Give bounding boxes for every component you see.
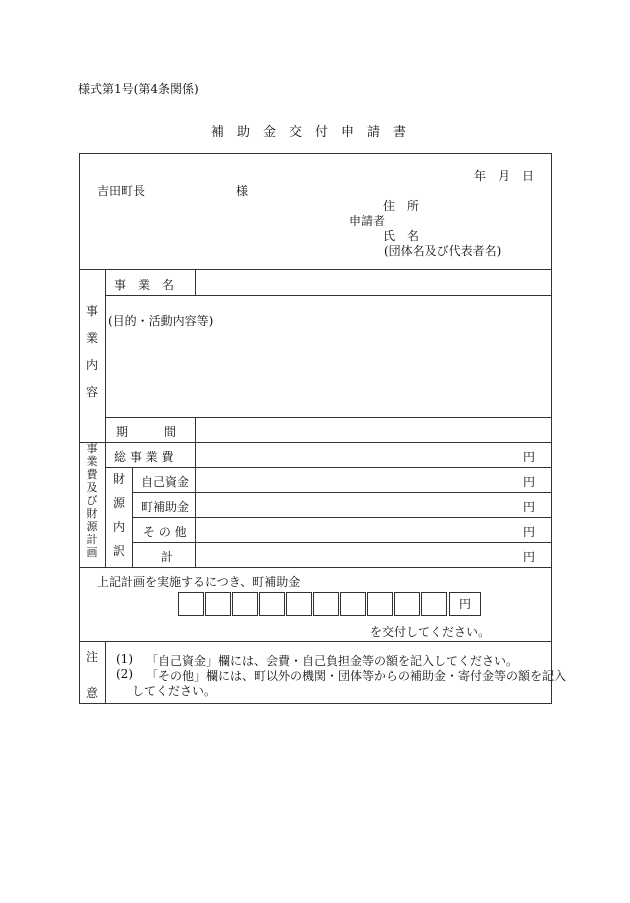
- note-2-text-continued: してください。: [132, 684, 217, 698]
- project-section-label: 事 業 内 容: [85, 304, 98, 399]
- note-2-text: 「その他」欄には、町以外の機関・団体等からの補助金・寄付金等の額を記入: [146, 669, 567, 683]
- project-name-label: 事 業 名: [114, 278, 175, 292]
- amount-yen-box: 円: [449, 592, 481, 616]
- amount-digit-box[interactable]: [286, 592, 312, 616]
- divider: [79, 567, 552, 568]
- amount-digit-box[interactable]: [205, 592, 231, 616]
- request-statement: 上記計画を実施するにつき、町補助金: [97, 575, 301, 589]
- form-number: 様式第1号(第4条関係): [78, 82, 199, 96]
- divider: [105, 467, 552, 468]
- yen-unit: 円: [523, 550, 536, 564]
- name-label: 氏 名: [383, 229, 420, 243]
- applicant-label: 申請者: [349, 214, 386, 228]
- divider: [105, 295, 552, 296]
- subtotal-label: 計: [161, 550, 174, 564]
- town-subsidy-label: 町補助金: [141, 500, 190, 514]
- note-1-number: (1): [116, 652, 133, 666]
- divider: [195, 417, 196, 567]
- amount-digit-box[interactable]: [259, 592, 285, 616]
- divider: [132, 467, 133, 567]
- divider: [79, 269, 552, 270]
- notes-label: 注 意: [85, 650, 98, 700]
- divider: [195, 269, 196, 295]
- yen-unit: 円: [523, 525, 536, 539]
- divider: [79, 442, 552, 443]
- yen-unit: 円: [523, 450, 536, 464]
- amount-digit-box[interactable]: [178, 592, 204, 616]
- amount-digit-box[interactable]: [394, 592, 420, 616]
- yen-unit: 円: [523, 475, 536, 489]
- divider: [105, 269, 106, 567]
- note-2-number: (2): [116, 667, 133, 681]
- honorific: 様: [236, 184, 249, 198]
- divider: [105, 417, 552, 418]
- budget-section-label: 事 業 費 及 び 財 源 計 画: [86, 442, 98, 559]
- recipient: 吉田町長: [97, 184, 146, 198]
- total-cost-label: 総 事 業 費: [114, 450, 174, 464]
- divider: [105, 641, 106, 704]
- amount-digit-box[interactable]: [232, 592, 258, 616]
- own-funds-label: 自己資金: [141, 475, 190, 489]
- amount-digit-box[interactable]: [313, 592, 339, 616]
- period-label: 期 間: [116, 425, 177, 439]
- yen-unit: 円: [523, 500, 536, 514]
- amount-digit-box[interactable]: [340, 592, 366, 616]
- note-1-text: 「自己資金」欄には、会費・自己負担金等の額を記入してください。: [146, 654, 519, 668]
- address-label: 住 所: [383, 199, 420, 213]
- organization-note: (団体名及び代表者名): [384, 244, 502, 258]
- funding-source-label: 財 源 内 訳: [112, 472, 125, 558]
- amount-digit-box[interactable]: [421, 592, 447, 616]
- amount-digit-box[interactable]: [367, 592, 393, 616]
- date-label: 年 月 日: [474, 169, 535, 183]
- other-funds-label: そ の 他: [143, 525, 187, 539]
- page-title: 補助金交付申請書: [210, 125, 419, 140]
- divider: [79, 641, 552, 642]
- purpose-label: (目的・活動内容等): [108, 314, 214, 328]
- request-closing: を交付してください。: [370, 625, 491, 639]
